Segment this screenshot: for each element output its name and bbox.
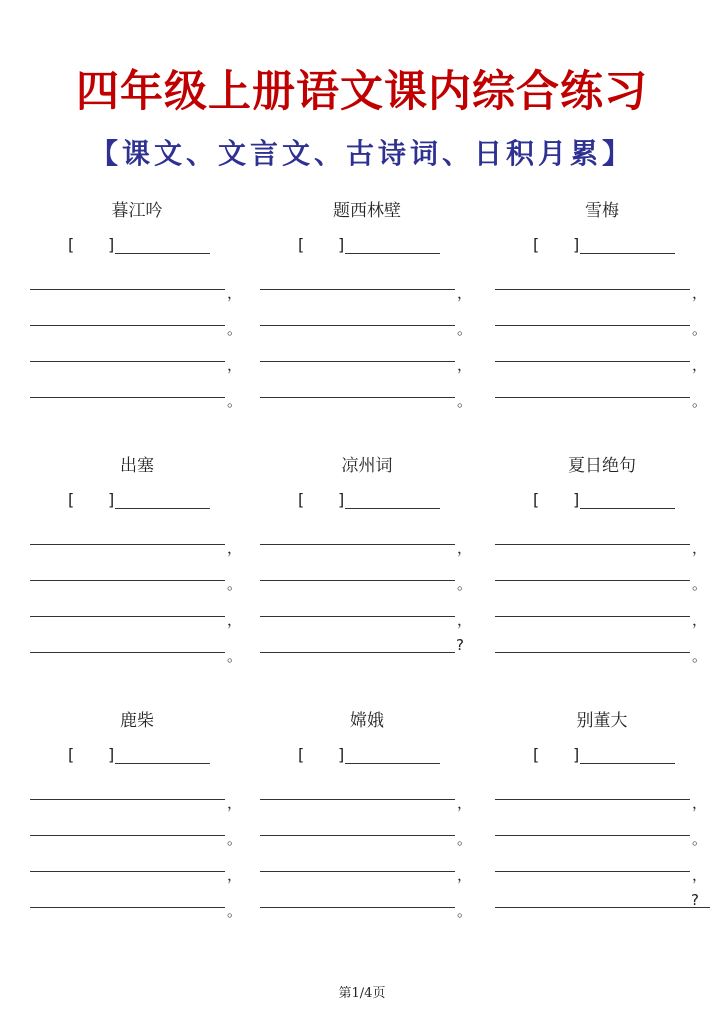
verse-punctuation: 。	[227, 902, 243, 920]
author-bracket-open: [	[533, 745, 540, 764]
verse-blank[interactable]	[260, 289, 455, 290]
poem-title: 题西林壁	[333, 201, 401, 221]
verse-blank[interactable]	[30, 616, 225, 617]
verse-blank[interactable]	[30, 580, 225, 581]
poem-title: 凉州词	[341, 456, 393, 476]
verse-blank[interactable]	[495, 580, 690, 581]
verse-punctuation: ，	[692, 611, 708, 629]
verse-blank[interactable]	[260, 871, 455, 872]
verse-blank[interactable]	[495, 361, 690, 362]
verse-blank[interactable]	[495, 871, 690, 872]
verse-blank[interactable]	[260, 397, 455, 398]
verse-punctuation: ，	[227, 356, 243, 374]
verse-blank[interactable]	[260, 616, 455, 617]
verse-punctuation: 。	[457, 902, 473, 920]
verse-punctuation: ，	[457, 284, 473, 302]
verse-blank[interactable]	[30, 907, 225, 908]
verse-punctuation: ，	[457, 356, 473, 374]
author-bracket-close: ]	[108, 235, 115, 254]
verse-blank[interactable]	[495, 397, 690, 398]
verse-punctuation: ?	[691, 891, 699, 909]
author-bracket-close: ]	[108, 745, 115, 764]
verse-blank[interactable]	[260, 361, 455, 362]
author-bracket-close: ]	[338, 235, 345, 254]
verse-blank[interactable]	[260, 799, 455, 800]
verse-punctuation: ，	[457, 866, 473, 884]
verse-punctuation: 。	[227, 830, 243, 848]
verse-blank[interactable]	[30, 289, 225, 290]
author-bracket-close: ]	[573, 235, 580, 254]
poem-title: 夏日绝句	[568, 456, 636, 476]
verse-punctuation: ，	[457, 611, 473, 629]
poem-title: 出塞	[120, 456, 154, 476]
author-blank[interactable]	[345, 763, 440, 764]
verse-blank[interactable]	[30, 361, 225, 362]
verse-blank[interactable]	[30, 325, 225, 326]
author-blank[interactable]	[580, 763, 675, 764]
verse-punctuation: 。	[692, 320, 708, 338]
verse-blank[interactable]	[260, 652, 455, 653]
verse-blank[interactable]	[260, 907, 455, 908]
verse-punctuation: 。	[457, 320, 473, 338]
verse-punctuation: ?	[456, 636, 464, 654]
page-title: 四年级上册语文课内综合练习	[76, 67, 648, 117]
page-number: 第1/4页	[338, 986, 386, 1001]
verse-punctuation: 。	[457, 575, 473, 593]
poem-title: 嫦娥	[350, 711, 384, 731]
verse-blank[interactable]	[495, 835, 690, 836]
verse-punctuation: ，	[692, 794, 708, 812]
author-bracket-open: [	[298, 235, 305, 254]
verse-blank[interactable]	[495, 544, 690, 545]
verse-punctuation: 。	[692, 830, 708, 848]
verse-punctuation: 。	[227, 392, 243, 410]
verse-punctuation: 。	[227, 320, 243, 338]
verse-blank[interactable]	[30, 397, 225, 398]
author-bracket-close: ]	[338, 490, 345, 509]
verse-punctuation: 。	[227, 647, 243, 665]
verse-punctuation: 。	[227, 575, 243, 593]
poem-title: 别董大	[576, 711, 628, 731]
author-blank[interactable]	[580, 508, 675, 509]
verse-punctuation: 。	[457, 392, 473, 410]
verse-punctuation: ，	[457, 539, 473, 557]
author-bracket-close: ]	[573, 490, 580, 509]
author-bracket-close: ]	[108, 490, 115, 509]
author-blank[interactable]	[580, 253, 675, 254]
author-bracket-open: [	[533, 235, 540, 254]
verse-punctuation: ，	[692, 284, 708, 302]
author-bracket-open: [	[298, 745, 305, 764]
author-blank[interactable]	[115, 508, 210, 509]
verse-punctuation: 。	[457, 830, 473, 848]
verse-punctuation: ，	[692, 866, 708, 884]
author-blank[interactable]	[345, 508, 440, 509]
verse-punctuation: 。	[692, 647, 708, 665]
verse-blank[interactable]	[30, 799, 225, 800]
verse-blank[interactable]	[495, 652, 690, 653]
verse-blank[interactable]	[30, 544, 225, 545]
author-bracket-open: [	[298, 490, 305, 509]
page-subtitle: 【课文、文言文、古诗词、日积月累】	[89, 137, 634, 170]
verse-blank[interactable]	[495, 907, 710, 908]
verse-punctuation: ，	[227, 866, 243, 884]
verse-punctuation: 。	[692, 575, 708, 593]
verse-blank[interactable]	[495, 799, 690, 800]
verse-punctuation: ，	[692, 356, 708, 374]
verse-blank[interactable]	[260, 835, 455, 836]
verse-blank[interactable]	[260, 325, 455, 326]
poem-title: 暮江吟	[111, 201, 163, 221]
verse-punctuation: ，	[227, 539, 243, 557]
verse-blank[interactable]	[495, 325, 690, 326]
author-bracket-open: [	[68, 490, 75, 509]
verse-punctuation: ，	[227, 611, 243, 629]
verse-blank[interactable]	[260, 544, 455, 545]
author-blank[interactable]	[115, 763, 210, 764]
author-blank[interactable]	[115, 253, 210, 254]
author-bracket-close: ]	[573, 745, 580, 764]
poem-title: 鹿柴	[120, 711, 154, 731]
verse-blank[interactable]	[30, 835, 225, 836]
poem-title: 雪梅	[585, 201, 619, 221]
verse-blank[interactable]	[495, 616, 690, 617]
verse-punctuation: ，	[227, 284, 243, 302]
verse-punctuation: ，	[692, 539, 708, 557]
verse-blank[interactable]	[260, 580, 455, 581]
verse-punctuation: ，	[227, 794, 243, 812]
author-bracket-open: [	[533, 490, 540, 509]
verse-punctuation: 。	[692, 392, 708, 410]
verse-blank[interactable]	[495, 289, 690, 290]
verse-punctuation: ，	[457, 794, 473, 812]
verse-blank[interactable]	[30, 652, 225, 653]
author-bracket-close: ]	[338, 745, 345, 764]
author-blank[interactable]	[345, 253, 440, 254]
author-bracket-open: [	[68, 745, 75, 764]
author-bracket-open: [	[68, 235, 75, 254]
verse-blank[interactable]	[30, 871, 225, 872]
